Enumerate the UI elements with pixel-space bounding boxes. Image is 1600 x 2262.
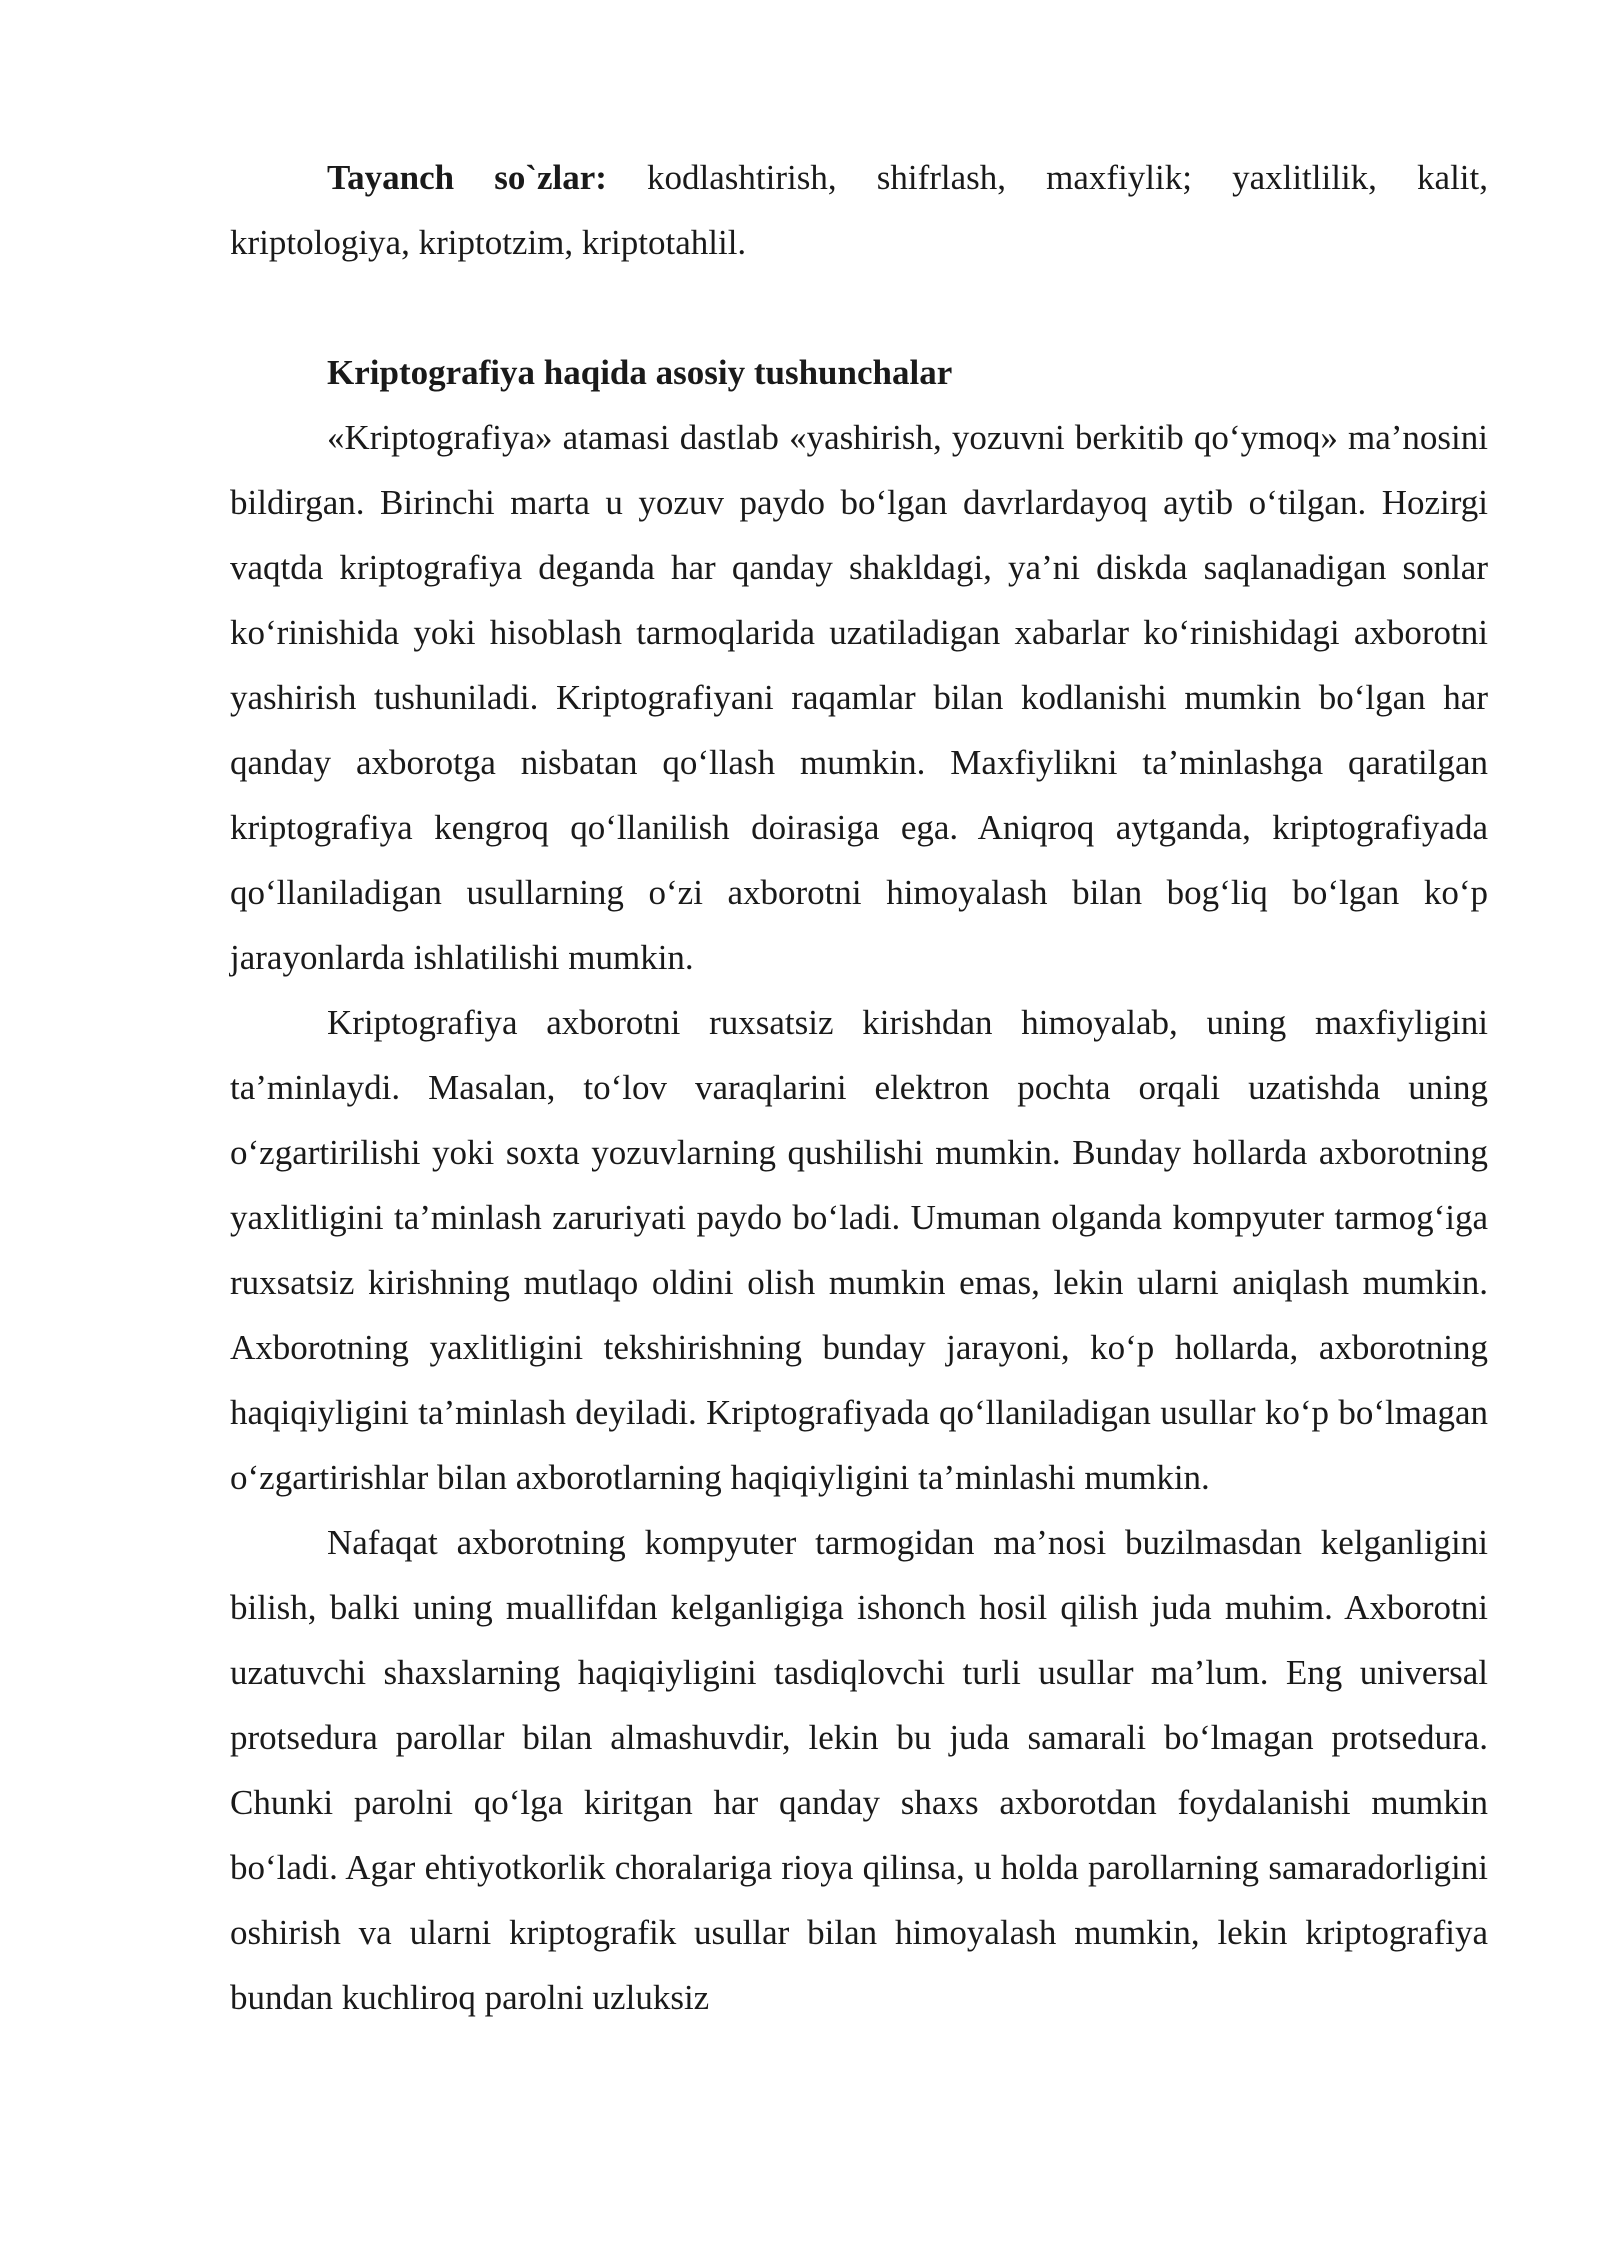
keywords-text: kodlashtirish, shifrlash, maxfiylik; yaxlitlilik, kalit, kriptologiya, kriptotzim, kriptotahlil. bbox=[230, 158, 1488, 262]
keywords-paragraph bbox=[230, 145, 1488, 275]
section-heading: Kriptografiya haqida asosiy tushunchalar bbox=[327, 353, 953, 392]
document-body bbox=[230, 145, 1488, 2030]
body-paragraph-3: Nafaqat axborotning kompyuter tarmogidan ma’nosi buzilmasdan kelganligini bilish, balki uning muallifdan kelganligiga ishonch hosil qilish juda muhim. Axborotni uzatuvchi shaxslarning haqiqiyligini tasdiqlovchi turli usullar ma’lum. Eng universal protsedura parollar bilan almashuvdir, lekin bu juda samarali bo‘lmagan protsedura. Chunki parolni qo‘lga kiritgan har qanday shaxs axborotdan foydalanishi mumkin bo‘ladi. Agar ehtiyotkorlik choralariga rioya qilinsa, u holda parollarning samaradorligini oshirish va ularni kriptografik usullar bilan himoyalash mumkin, lekin kriptografiya bundan kuchliroq parolni uzluksiz bbox=[230, 1523, 1488, 2017]
body-paragraph-1: «Kriptografiya» atamasi dastlab «yashirish, yozuvni berkitib qo‘ymoq» ma’nosini bildirgan. Birinchi marta u yozuv paydo bo‘lgan davrlardayoq aytib o‘tilgan. Hozirgi vaqtda kriptografiya deganda har qanday shakldagi, ya’ni diskda saqlanadigan sonlar ko‘rinishida yoki hisoblash tarmoqlarida uzatiladigan xabarlar ko‘rinishidagi axborotni yashirish tushuniladi. Kriptografiyani raqamlar bilan kodlanishi mumkin bo‘lgan har qanday axborotga nisbatan qo‘llash mumkin. Maxfiylikni ta’minlashga qaratilgan kriptografiya kengroq qo‘llanilish doirasiga ega. Aniqroq aytganda, kriptografiyada qo‘llaniladigan usullarning o‘zi axborotni himoyalash bilan bog‘liq bo‘lgan ko‘p jarayonlarda ishlatilishi mumkin. bbox=[230, 418, 1488, 977]
body-paragraph-2: Kriptografiya axborotni ruxsatsiz kirishdan himoyalab, uning maxfiyligini ta’minlaydi. Masalan, to‘lov varaqlarini elektron pochta orqali uzatishda uning o‘zgartirilishi yoki soxta yozuvlarning qushilishi mumkin. Bunday hollarda axborotning yaxlitligini ta’minlash zaruriyati paydo bo‘ladi. Umuman olganda kompyuter tarmog‘iga ruxsatsiz kirishning mutlaqo oldini olish mumkin emas, lekin ularni aniqlash mumkin. Axborotning yaxlitligini tekshirishning bunday jarayoni, ko‘p hollarda, axborotning haqiqiyligini ta’minlash deyiladi. Kriptografiyada qo‘llaniladigan usullar ko‘p bo‘lmagan o‘zgartirishlar bilan axborotlarning haqiqiyligini ta’minlashi mumkin. bbox=[230, 1003, 1488, 1497]
keywords-label: Tayanch so`zlar: bbox=[327, 158, 607, 197]
